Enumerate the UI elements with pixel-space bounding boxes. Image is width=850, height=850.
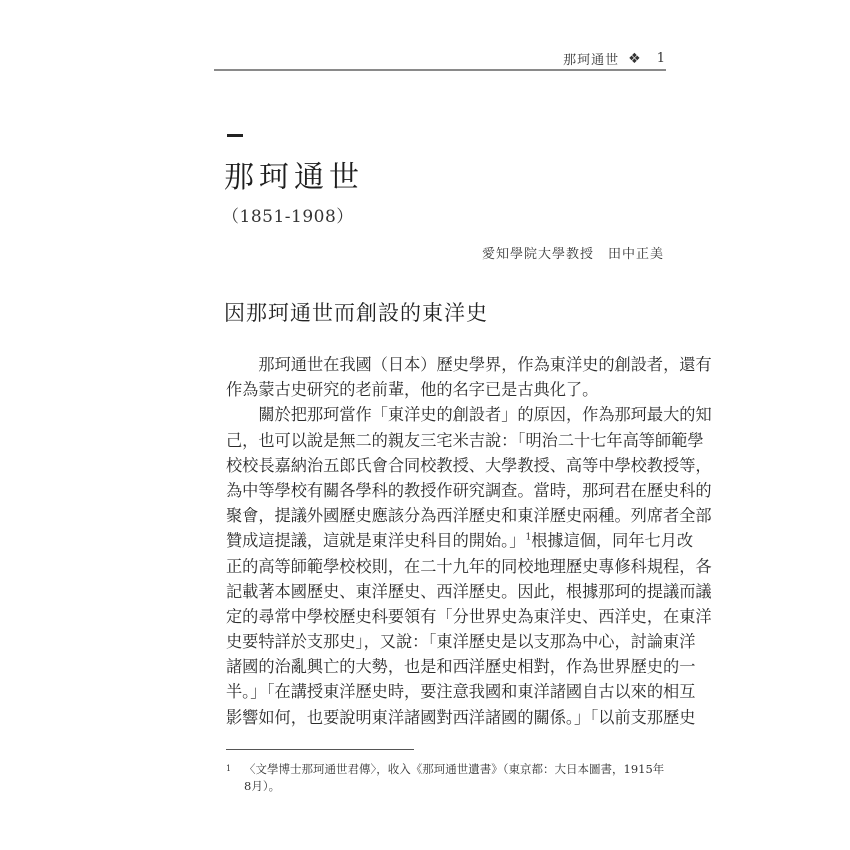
running-head-title: 那珂通世 xyxy=(563,53,620,68)
ornament-icon: ❖ xyxy=(628,50,642,67)
body-line: 作為蒙古史研究的老前輩，他的名字已是古典化了。 xyxy=(226,380,599,400)
footnote-reference[interactable]: 1 xyxy=(525,532,532,543)
chapter-number-one xyxy=(227,134,243,137)
footnote-rule xyxy=(226,749,414,750)
body-line xyxy=(226,528,694,553)
author-affiliation: 愛知學院大學教授 xyxy=(481,247,594,262)
body-line: 校校長嘉納治五郎氏會合同校教授、大學教授、高等中學校教授等， xyxy=(226,455,712,475)
body-line: 諸國的治亂興亡的大勢，也是和西洋歷史相對，作為世界歷史的一 xyxy=(226,657,696,677)
body-line: 半。」「在講授東洋歷史時，要注意我國和東洋諸國自古以來的相互 xyxy=(226,682,696,702)
body-line: 史要特詳於支那史」，又說：「東洋歷史是以支那為中心，討論東洋 xyxy=(226,632,696,652)
page-number: 1 xyxy=(656,51,666,66)
body-line: 正的高等師範學校校則，在二十九年的同校地理歷史專修科規程，各 xyxy=(226,556,712,576)
body-line: 記載著本國歷史、東洋歷史、西洋歷史。因此，根據那珂的提議而議 xyxy=(226,581,712,601)
body-line-part: 贊成這提議，這就是東洋史科目的開始。」 xyxy=(226,531,526,551)
body-line: 定的尋常中學校歷史科要領有「分世界史為東洋史、西洋史，在東洋 xyxy=(226,606,712,626)
author-byline xyxy=(482,243,664,262)
body-line: 己，也可以說是無二的親友三宅米吉說：「明治二十七年高等師範學 xyxy=(226,430,704,450)
header-rule xyxy=(214,69,666,71)
footnote-mark: 1 xyxy=(226,764,232,773)
body-line-part: 根據這個，同年七月改 xyxy=(531,531,694,551)
body-line: 聚會，提議外國歷史應該分為西洋歷史和東洋歷史兩種。列席者全部 xyxy=(226,506,712,526)
body-line: 影響如何，也要說明東洋諸國對西洋諸國的關係。」「以前支那歷史 xyxy=(226,707,696,727)
chapter-title: 那珂通世 xyxy=(224,160,364,195)
body-line: 為中等學校有關各學科的教授作研究調查。當時，那珂君在歷史科的 xyxy=(226,480,712,500)
chapter-dates: （1851-1908） xyxy=(222,207,354,227)
body-text xyxy=(226,352,712,730)
footnote xyxy=(226,761,671,795)
body-line: 那珂通世在我國（日本）歷史學界，作為東洋史的創設者，還有 xyxy=(258,355,712,374)
body-line: 關於把那珂當作「東洋史的創設者」的原因，作為那珂最大的知 xyxy=(258,405,712,425)
footnote-text: 〈文學博士那珂通世君傳〉，收入《那珂通世遺書》（東京都：大日本圖書，1915年8月）。 xyxy=(244,762,665,793)
section-title: 因那珂通世而創設的東洋史 xyxy=(224,301,488,325)
author-name: 田中正美 xyxy=(607,247,664,262)
running-head xyxy=(563,49,666,68)
